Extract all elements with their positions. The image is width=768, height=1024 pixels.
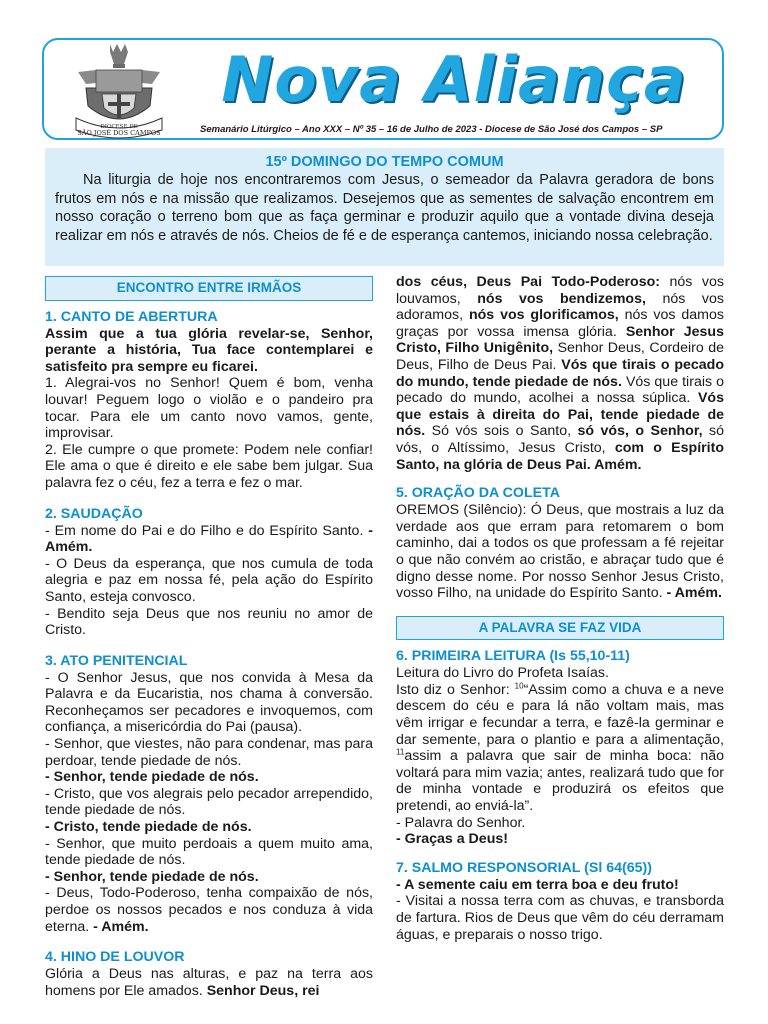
intro-text: Na liturgia de hoje nos encontraremos com Jesus, o semeador da Palavra geradora de bons frutos em nós e na missão que realizamos. Desejemos que as sementes de salvação encontrem em nosso coração o terreno bom que as faça germinar e produzir aquilo que a vontade divina deseja realizar em nós e através de nós. Cheios de fé e de esperança cantemos, iniciando nossa celebração. [55, 172, 714, 244]
leitura-response: - Graças a Deus! [396, 831, 508, 848]
section-box-palavra: A PALAVRA SE FAZ VIDA [396, 616, 724, 641]
leitura-line: - Palavra do Senhor. [396, 814, 526, 831]
svg-text:SÃO JOSÉ DOS CAMPOS: SÃO JOSÉ DOS CAMPOS [77, 129, 161, 137]
salmo-text: - Visitai a nossa terra com as chuvas, e transborda de fartura. Rios de Deus que vêm do céu derramam águas, e preparais o nosso trigo. [396, 893, 724, 943]
verse-number: 10 [514, 681, 524, 691]
ato-penitencial-heading: 3. ATO PENITENCIAL [45, 652, 188, 669]
saudacao-response: - Amém. [45, 522, 373, 556]
verse-number: 11 [396, 747, 405, 757]
hino-line: nós vos adoramos, [396, 290, 725, 324]
ato-line: - O Senhor Jesus, que nos convida à Mesa da Palavra e da Eucaristia, nos chama à conversão. Reconheçamos ser pecadores e invoquemos, com confiança, a misericórdia do Pai (pausa). [45, 669, 373, 736]
canto-abertura-heading: 1. CANTO DE ABERTURA [45, 308, 218, 325]
leitura-line: Leitura do Livro do Profeta Isaías. [396, 665, 609, 682]
coleta-line: OREMOS (Silêncio): Ó Deus, que mostrais a luz da verdade aos que erram para retomarem o bom caminho, dai a todos os que professam a fé rejeitar o que não convém ao cristão, e abraçar tudo que é digno desse nome. Por nosso Senhor Jesus Cristo, vosso Filho, na unidade do Espírito Santo. [396, 502, 724, 602]
diocese-coat-of-arms-icon [66, 42, 172, 140]
newspaper-title: Nova Aliança [221, 43, 687, 116]
canto-refrain: Assim que a tua glória revelar-se, Senhor, perante a história, Tua face contemplarei e satisfeito pra sempre eu ficarei. [45, 325, 373, 375]
ato-response: - Senhor, tende piedade de nós. [45, 769, 259, 786]
hino-bold: com o Espírito Santo, na glória de Deus Pai. Amém. [396, 439, 725, 473]
intro-box [45, 148, 724, 266]
hino-bold: nós vos glorificamos, [468, 307, 619, 324]
hino-bold: dos céus, Deus Pai Todo-Poderoso: [396, 274, 661, 290]
saudacao-text: - Em nome do Pai e do Filho e do Espírito Santo. [45, 522, 364, 539]
saudacao-line: - O Deus da esperança, que nos cumula de toda alegria e paz em nossa fé, pela ação do Espírito Santo, esteja convosco. [45, 555, 373, 605]
issue-subtitle: Semanário Litúrgico – Ano XXX – Nº 35 – 16 de Julho de 2023 - Diocese de São José dos Campos – SP [200, 124, 663, 135]
ato-line: - Senhor, que viestes, não para condenar, mas para perdoar, tende piedade de nós. [45, 736, 373, 769]
ato-response: - Cristo, tende piedade de nós. [45, 819, 252, 836]
saudacao-line: - Bendito seja Deus que nos reuniu no amor de Cristo. [45, 605, 373, 639]
leitura-text [396, 682, 724, 815]
ato-amen: - Amém. [93, 918, 149, 935]
leitura-intro: Isto diz o Senhor: [396, 681, 510, 698]
hino-bold: nós vos bendizemos, [477, 290, 646, 307]
left-column [45, 276, 373, 999]
canto-verse-1: 1. Alegrai-vos no Senhor! Quem é bom, venha louvar! Peguem logo o violão e o pandeiro pra tocar. Para ele um canto novo vamos, gente, improvisar. [45, 375, 373, 442]
canto-verse-2: 2. Ele cumpre o que promete: Podem nele confiar! Ele ama o que é direito e ele sabe bem julgar. Sua palavra fez o céu, fez a terra e fez o mar. [45, 441, 373, 491]
salmo-refrain: - A semente caiu em terra boa e deu fruto! [396, 876, 679, 893]
ato-line [45, 885, 373, 935]
leitura-verse: “Assim como a chuva e a neve descem do céu e para lá não voltam mais, mas vêm irrigar e fecundar a terra, e fazê-la germinar e dar semente, para o plantio e para a alimentação, [396, 681, 724, 748]
ato-line: - Senhor, que muito perdoais a quem muito ama, tende piedade de nós. [45, 835, 373, 869]
hino-continuation [396, 274, 724, 473]
hino-bold: só vós, o Senhor, [577, 423, 703, 440]
hino-bold: Vós que tirais o pecado do mundo, tende piedade de nós. [396, 356, 724, 390]
hino-line: Glória a Deus nas alturas, e paz na terra aos homens por Ele amados. [45, 966, 373, 999]
hino-heading: 4. HINO DE LOUVOR [45, 949, 185, 966]
hino-line: Só vós sois o Santo, [431, 423, 572, 440]
saudacao-line [45, 523, 373, 556]
section-box-encontro: ENCONTRO ENTRE IRMÃOS [45, 276, 373, 301]
coleta-amen: - Amém. [666, 585, 722, 602]
hino-bold: Vós que estais à direita do Pai, tende piedade de nós. [396, 390, 724, 440]
hino-line: nós vos louvamos, [396, 274, 724, 307]
salmo-heading: 7. SALMO RESPONSORIAL (Sl 64(65)) [396, 859, 652, 876]
hino-line: nós vos damos graças por vossa imensa glória. [396, 307, 724, 340]
oracao-coleta-heading: 5. ORAÇÃO DA COLETA [396, 485, 560, 502]
ato-response: - Senhor, tende piedade de nós. [45, 868, 259, 885]
coleta-text [396, 502, 724, 602]
svg-text:DIOCESE DE: DIOCESE DE [100, 124, 138, 130]
leitura-verse: assim a palavra que sair de minha boca: não voltará para mim vazia; antes, realizará tudo que for de minha vontade e produzirá os efeitos que pretendi, ao enviá-la”. [396, 748, 724, 815]
hino-line: Senhor Deus, Cordeiro de Deus, Filho de Deus Pai. [396, 340, 724, 373]
hino-bold: Senhor Jesus Cristo, Filho Unigênito, [396, 323, 724, 357]
hino-line: só vós, o Altíssimo, Jesus Cristo, [396, 423, 724, 456]
masthead [42, 38, 724, 140]
right-column [396, 274, 724, 943]
saudacao-heading: 2. SAUDAÇÃO [45, 505, 143, 522]
intro-title: 15º DOMINGO DO TEMPO COMUM [265, 154, 504, 170]
hino-line: Vós que tirais o pecado do mundo, acolhei a nossa súplica. [396, 373, 724, 407]
ato-line: - Cristo, que vos alegrais pelo pecador arrependido, tende piedade de nós. [45, 785, 373, 819]
ato-text: - Deus, Todo-Poderoso, tenha compaixão de nós, perdoe os nossos pecados e nos conduza à vida eterna. [45, 885, 373, 935]
hino-bold: Senhor Deus, rei [206, 982, 320, 999]
hino-text [45, 966, 373, 999]
primeira-leitura-heading: 6. PRIMEIRA LEITURA (Is 55,10-11) [396, 648, 630, 665]
